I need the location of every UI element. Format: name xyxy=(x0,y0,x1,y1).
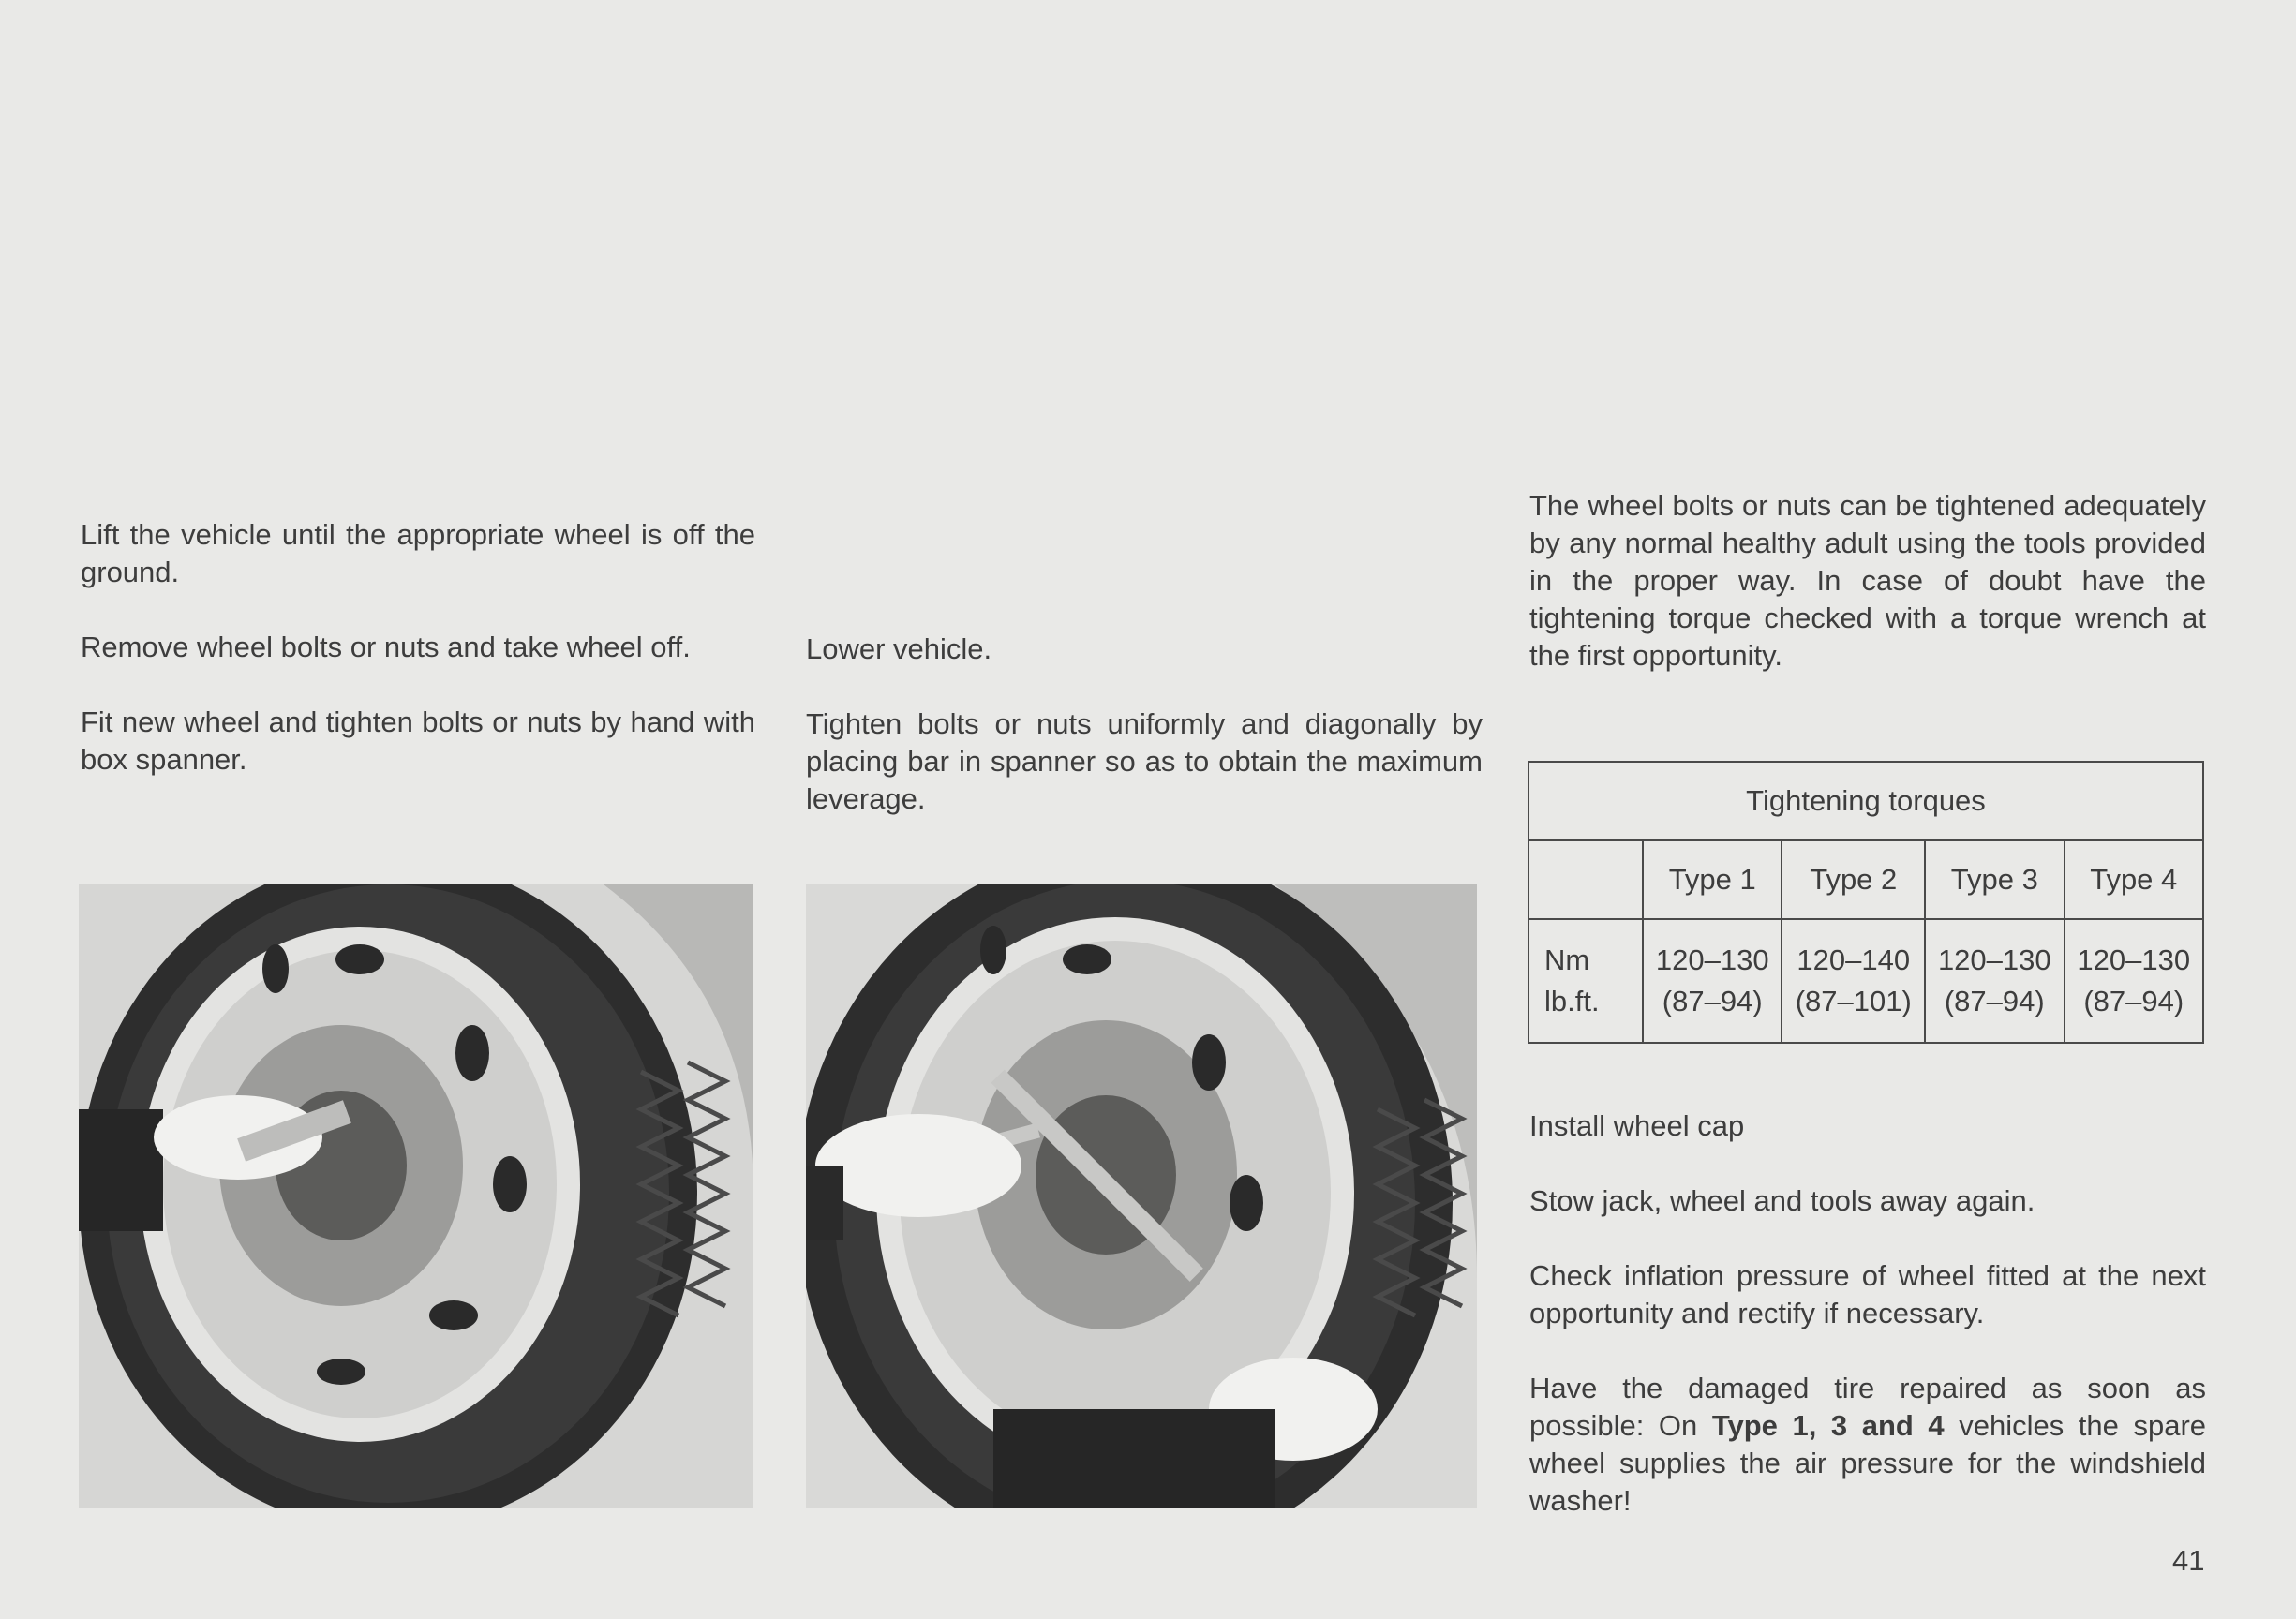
instruction-tighten: Tighten bolts or nuts uniformly and diagonally by placing bar in spanner so as to obtain the maximum leverage. xyxy=(806,707,1483,815)
torque-intro: The wheel bolts or nuts can be tightened adequately by any normal healthy adult using the tools provided in the proper way. In case of doubt have the tightening torque checked with a torque wrench at the first opportunity. xyxy=(1529,489,2206,672)
tightening-torques-table xyxy=(1528,761,2204,1044)
instruction-check-pressure: Check inflation pressure of wheel fitted at the next opportunity and rectify if necessary. xyxy=(1529,1259,2206,1329)
table-cell-type-1 xyxy=(1643,919,1782,1043)
unit-lbft: lb.ft. xyxy=(1544,985,1600,1017)
wheel-spanner-photo-illustration xyxy=(806,884,1477,1508)
unit-nm: Nm xyxy=(1544,943,1590,976)
table-cell-type-2 xyxy=(1782,919,1925,1043)
lbft-value: (87–94) xyxy=(1944,985,2045,1017)
column-middle xyxy=(806,631,1483,818)
column-left xyxy=(81,516,755,779)
instruction-install-cap: Install wheel cap xyxy=(1529,1109,1745,1142)
photo-fitting-wheel xyxy=(79,884,753,1508)
instruction-lower: Lower vehicle. xyxy=(806,632,992,665)
instruction-stow: Stow jack, wheel and tools away again. xyxy=(1529,1184,2035,1217)
instruction-lift: Lift the vehicle until the appropriate wheel is off the ground. xyxy=(81,518,755,588)
page-number: 41 xyxy=(2172,1544,2205,1577)
table-cell-type-4 xyxy=(2065,919,2203,1043)
column-right-top xyxy=(1529,487,2206,675)
lbft-value: (87–101) xyxy=(1795,985,1912,1017)
table-header-empty xyxy=(1528,840,1643,919)
repair-text-types: Type 1, 3 and 4 xyxy=(1711,1409,1945,1442)
photo-tightening-bolts xyxy=(806,884,1477,1508)
table-caption: Tightening torques xyxy=(1528,762,2203,840)
table-header-type-3: Type 3 xyxy=(1925,840,2064,919)
lbft-value: (87–94) xyxy=(2083,985,2184,1017)
instruction-repair-tire xyxy=(1529,1370,2206,1520)
lbft-value: (87–94) xyxy=(1662,985,1763,1017)
instruction-fit: Fit new wheel and tighten bolts or nuts by hand with box spanner. xyxy=(81,706,755,776)
table-unit-cell xyxy=(1528,919,1643,1043)
instruction-remove: Remove wheel bolts or nuts and take wheel off. xyxy=(81,631,691,663)
nm-value: 120–130 xyxy=(2077,943,2191,976)
repair-text-end: vehicles the spare wheel supplies the air pressure for the windshield washer! xyxy=(1529,1409,2207,1517)
column-right-bottom xyxy=(1529,1107,2206,1520)
table-header-type-4: Type 4 xyxy=(2065,840,2203,919)
wheel-photo-illustration xyxy=(79,884,753,1508)
table-header-type-1: Type 1 xyxy=(1643,840,1782,919)
table-cell-type-3 xyxy=(1925,919,2064,1043)
repair-text-start: Have the damaged tire repaired as soon as possible: On xyxy=(1529,1372,2206,1442)
nm-value: 120–130 xyxy=(1655,943,1769,976)
nm-value: 120–140 xyxy=(1797,943,1911,976)
table-header-type-2: Type 2 xyxy=(1782,840,1925,919)
nm-value: 120–130 xyxy=(1937,943,2051,976)
